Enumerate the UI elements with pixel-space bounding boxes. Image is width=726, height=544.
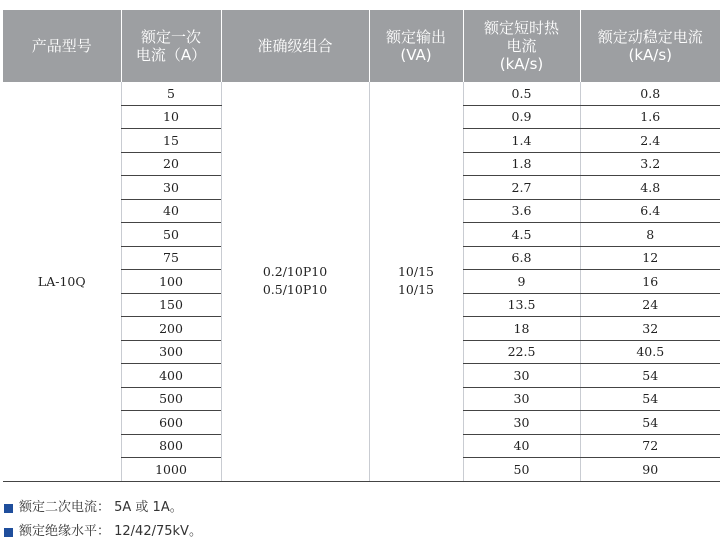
thermal-cell: 50 (463, 458, 580, 482)
header-accuracy-combo: 准确级组合 (221, 10, 369, 82)
thermal-cell: 0.5 (463, 82, 580, 105)
note-text: 额定二次电流： 5A 或 1A。 (19, 500, 183, 515)
rated-output-value: 10/15 (397, 264, 435, 280)
current-cell: 1000 (121, 458, 221, 482)
note-text: 额定绝缘水平： 12/42/75kV。 (19, 524, 202, 539)
accuracy-combo-value: 0.2/10P10 (262, 264, 328, 280)
dynamic-cell: 72 (580, 434, 720, 458)
current-cell: 40 (121, 199, 221, 223)
current-cell: 200 (121, 317, 221, 341)
dynamic-cell: 16 (580, 270, 720, 294)
notes (4, 496, 202, 544)
dynamic-cell: 32 (580, 317, 720, 341)
current-cell: 10 (121, 105, 221, 129)
rated-output-value: 10/15 (397, 282, 435, 298)
dynamic-cell: 1.6 (580, 105, 720, 129)
current-cell: 15 (121, 129, 221, 153)
model-cell: LA-10Q (3, 82, 121, 481)
thermal-cell: 0.9 (463, 105, 580, 129)
dynamic-cell: 54 (580, 411, 720, 435)
dynamic-cell: 6.4 (580, 199, 720, 223)
rated-output-cell (369, 82, 463, 481)
thermal-cell: 9 (463, 270, 580, 294)
current-cell: 50 (121, 223, 221, 247)
dynamic-cell: 4.8 (580, 176, 720, 200)
header-dynamic-stable: 额定动稳定电流 (kA/s) (580, 10, 720, 82)
header-row (3, 10, 720, 82)
table-row (3, 82, 720, 105)
dynamic-cell: 3.2 (580, 152, 720, 176)
current-cell: 100 (121, 270, 221, 294)
dynamic-cell: 54 (580, 364, 720, 388)
header-rated-primary-current: 额定一次 电流（A） (121, 10, 221, 82)
current-cell: 300 (121, 340, 221, 364)
dynamic-cell: 54 (580, 387, 720, 411)
current-cell: 5 (121, 82, 221, 105)
dynamic-cell: 2.4 (580, 129, 720, 153)
dynamic-cell: 24 (580, 293, 720, 317)
thermal-cell: 30 (463, 411, 580, 435)
thermal-cell: 6.8 (463, 246, 580, 270)
thermal-cell: 22.5 (463, 340, 580, 364)
thermal-cell: 4.5 (463, 223, 580, 247)
current-cell: 600 (121, 411, 221, 435)
thermal-cell: 13.5 (463, 293, 580, 317)
spec-table-container (3, 10, 720, 482)
thermal-cell: 1.8 (463, 152, 580, 176)
dynamic-cell: 40.5 (580, 340, 720, 364)
thermal-cell: 3.6 (463, 199, 580, 223)
header-rated-output: 额定输出 (VA) (369, 10, 463, 82)
thermal-cell: 18 (463, 317, 580, 341)
accuracy-combo-cell (221, 82, 369, 481)
dynamic-cell: 12 (580, 246, 720, 270)
current-cell: 20 (121, 152, 221, 176)
spec-table (3, 10, 720, 482)
thermal-cell: 30 (463, 364, 580, 388)
thermal-cell: 1.4 (463, 129, 580, 153)
header-model: 产品型号 (3, 10, 121, 82)
accuracy-combo-value: 0.5/10P10 (262, 282, 328, 298)
square-bullet-icon (4, 504, 13, 513)
thermal-cell: 2.7 (463, 176, 580, 200)
current-cell: 400 (121, 364, 221, 388)
dynamic-cell: 0.8 (580, 82, 720, 105)
table-body (3, 82, 720, 481)
header-short-time-thermal: 额定短时热 电流 (kA/s) (463, 10, 580, 82)
dynamic-cell: 8 (580, 223, 720, 247)
current-cell: 150 (121, 293, 221, 317)
note-item (4, 520, 202, 544)
square-bullet-icon (4, 528, 13, 537)
thermal-cell: 40 (463, 434, 580, 458)
note-item (4, 496, 202, 520)
thermal-cell: 30 (463, 387, 580, 411)
current-cell: 75 (121, 246, 221, 270)
current-cell: 500 (121, 387, 221, 411)
dynamic-cell: 90 (580, 458, 720, 482)
current-cell: 30 (121, 176, 221, 200)
current-cell: 800 (121, 434, 221, 458)
